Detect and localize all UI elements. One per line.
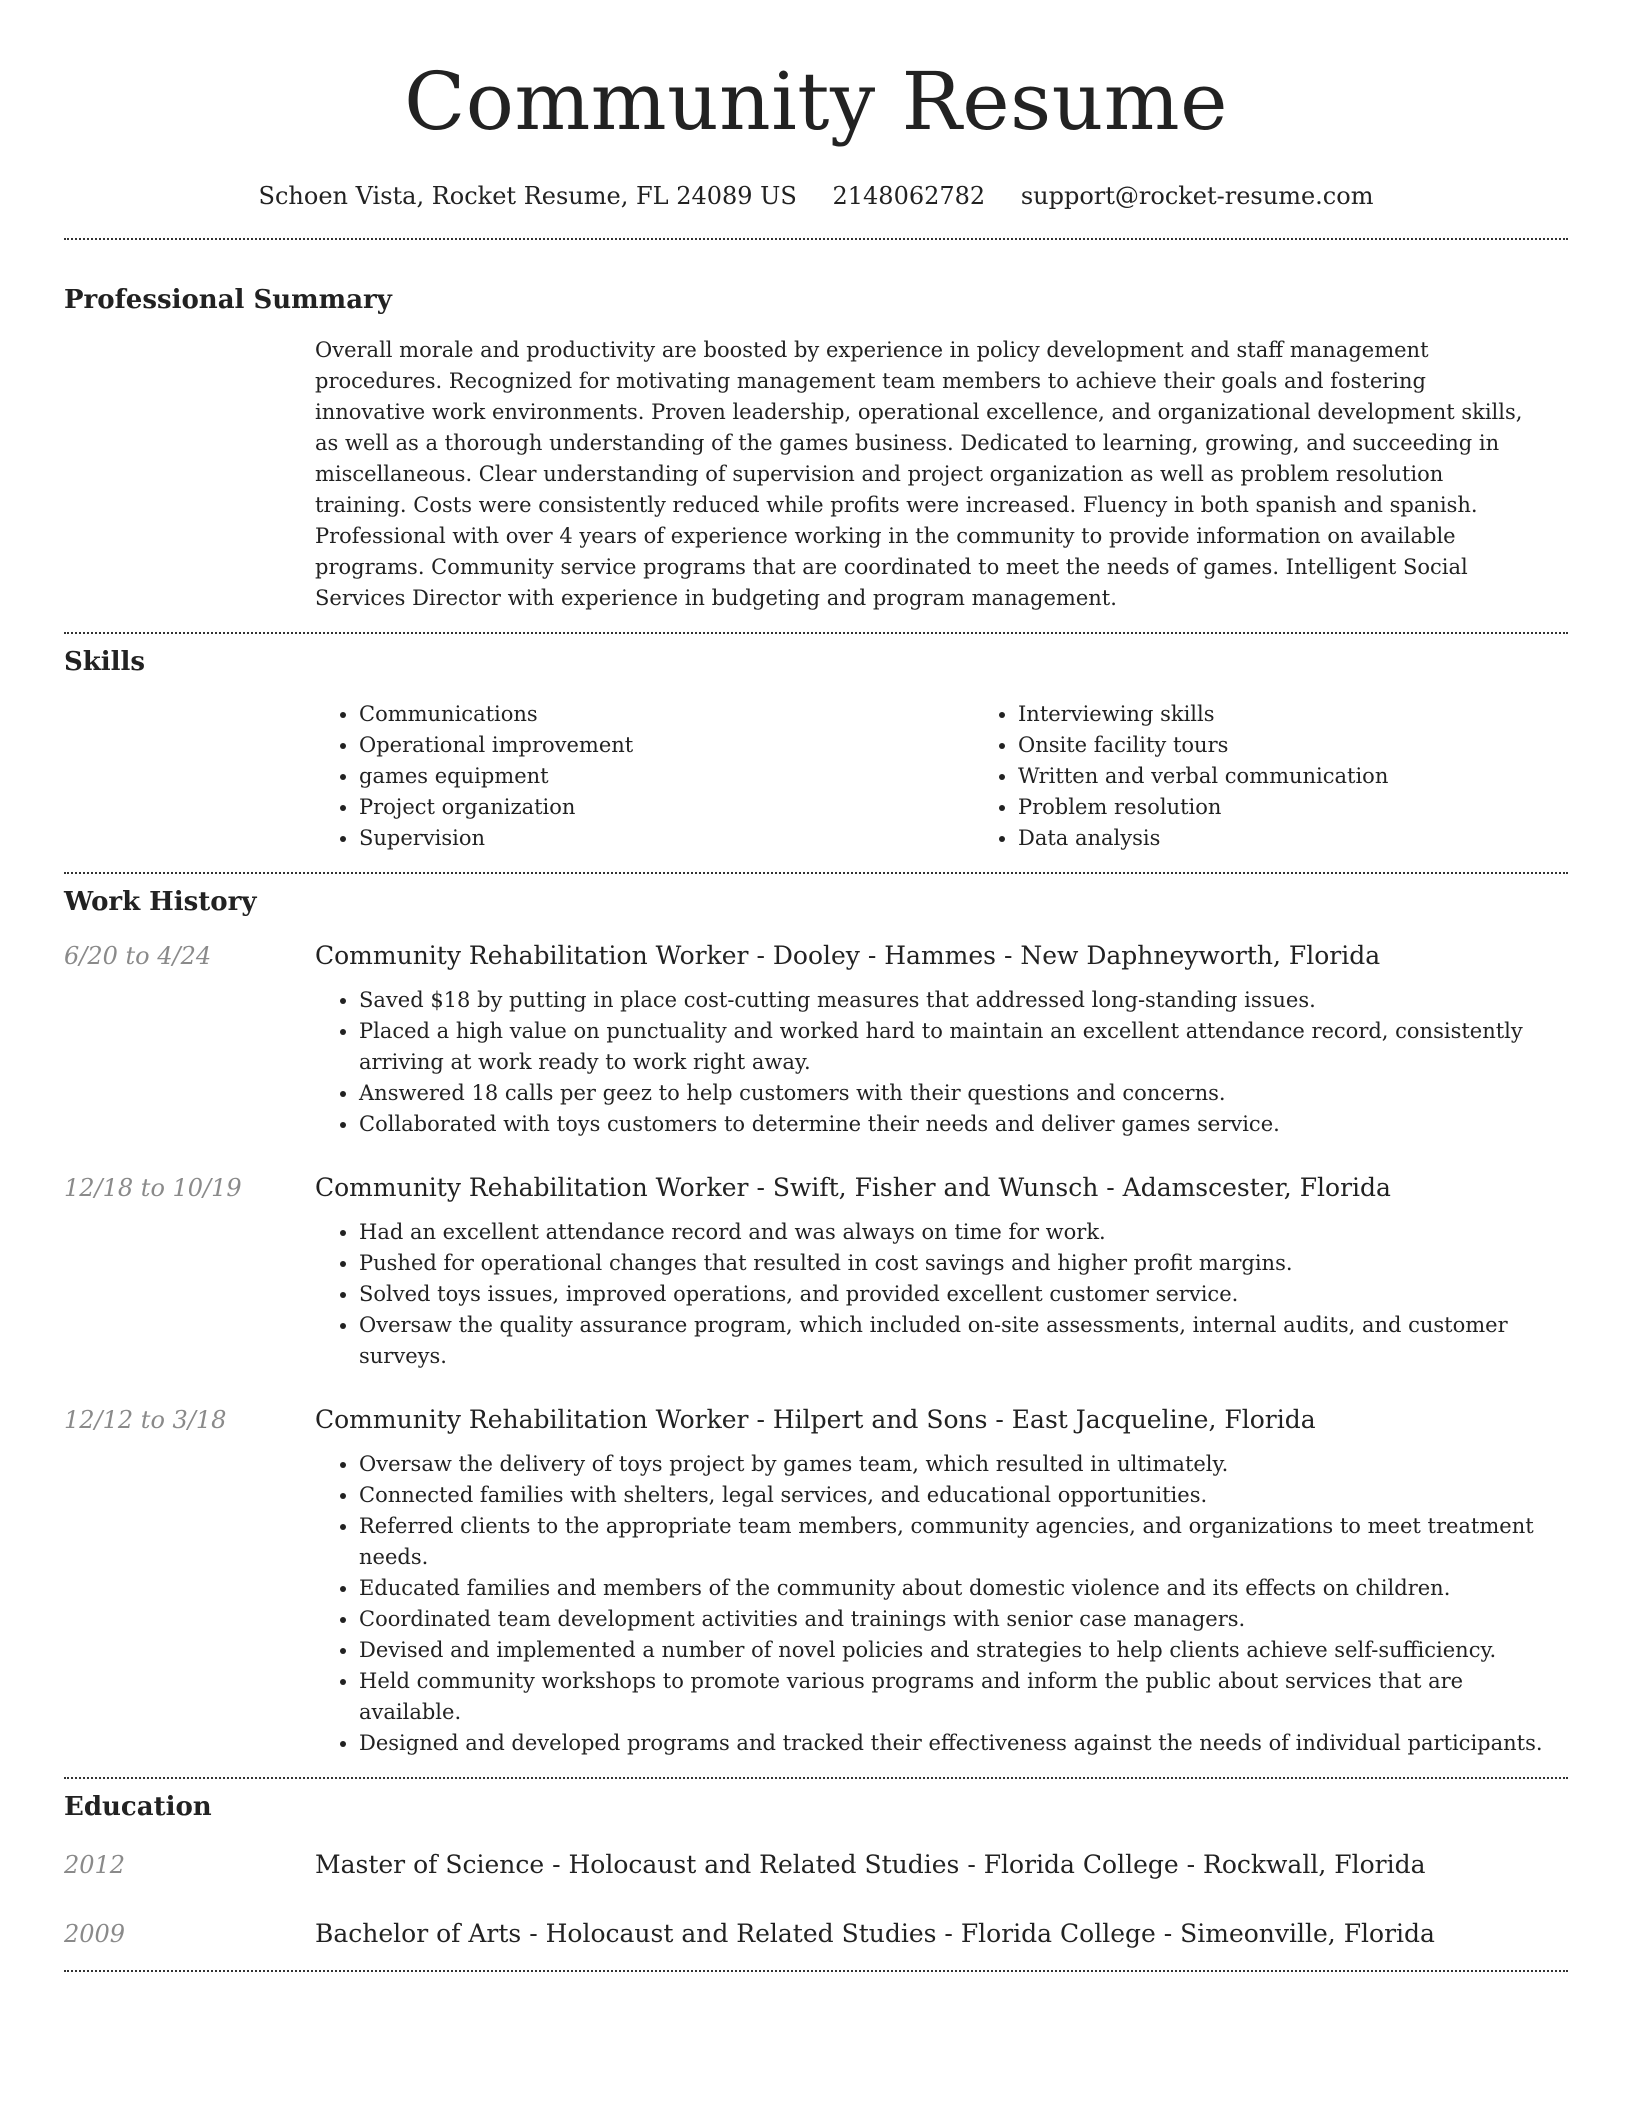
work-heading: Work History xyxy=(64,887,257,917)
job-title: Community Rehabilitation Worker - Dooley - Hammes - New Daphneyworth, Florida xyxy=(315,941,1381,970)
job-entry xyxy=(64,939,1568,1140)
skills-list-left xyxy=(315,699,974,854)
section-divider xyxy=(64,872,1568,874)
education-section xyxy=(64,1790,1568,1951)
job-bullet: • Oversaw the delivery of toys project by games team, which resulted in ultimately. xyxy=(359,1449,1568,1480)
job-bullet: • Saved $18 by putting in place cost-cutting measures that addressed long-standing issues. xyxy=(359,985,1568,1016)
skill-item: • Written and verbal communication xyxy=(1018,761,1632,792)
job-bullet: • Connected families with shelters, legal services, and educational opportunities. xyxy=(359,1480,1568,1511)
education-year: 2012 xyxy=(64,1851,126,1879)
summary-text: Overall morale and productivity are boosted by experience in policy development and staff management procedures. Recognized for motivating management team members to achieve their goals and fostering innovative work environments. Proven leadership, operational excellence, and organizational development skills, as well as a thorough understanding of the games business. Dedicated to learning, growing, and succeeding in miscellaneous. Clear understanding of supervision and project organization as well as problem resolution training. Costs were consistently reduced while profits were increased. Fluency in both spanish and spanish. Professional with over 4 years of experience working in the community to provide information on available programs. Community service programs that are coordinated to meet the needs of games. Intelligent Social Services Director with experience in budgeting and program management. xyxy=(315,338,1523,610)
job-bullet: • Solved toys issues, improved operations, and provided excellent customer service. xyxy=(359,1279,1568,1310)
job-bullet-list xyxy=(315,1449,1568,1759)
job-title: Community Rehabilitation Worker - Hilpert and Sons - East Jacqueline, Florida xyxy=(315,1405,1316,1434)
summary-heading: Professional Summary xyxy=(64,285,392,315)
skill-item: • Project organization xyxy=(359,792,974,823)
skill-item: • Operational improvement xyxy=(359,730,974,761)
job-bullet: • Designed and developed programs and tracked their effectiveness against the needs of individual participants. xyxy=(359,1728,1568,1759)
section-divider xyxy=(64,238,1568,240)
summary-section xyxy=(64,283,1568,614)
work-section xyxy=(64,885,1568,1759)
job-dates: 6/20 to 4/24 xyxy=(64,942,212,970)
education-degree: Bachelor of Arts - Holocaust and Related Studies - Florida College - Simeonville, Florida xyxy=(315,1919,1435,1948)
resume-name: Community Resume xyxy=(404,55,1228,148)
skill-item: • Communications xyxy=(359,699,974,730)
education-entry xyxy=(64,1848,1568,1882)
section-divider xyxy=(64,632,1568,634)
job-bullet-list xyxy=(315,1217,1568,1372)
job-bullet: • Held community workshops to promote various programs and inform the public about services that are available. xyxy=(359,1666,1568,1728)
section-divider xyxy=(64,1777,1568,1779)
job-bullet: • Oversaw the quality assurance program, which included on-site assessments, internal audits, and customer surveys. xyxy=(359,1310,1568,1372)
job-bullet: • Placed a high value on punctuality and worked hard to maintain an excellent attendance record, consistently arriving at work ready to work right away. xyxy=(359,1016,1568,1078)
contact-phone: 2148062782 xyxy=(832,182,986,210)
job-bullet-list xyxy=(315,985,1568,1140)
job-bullet: • Pushed for operational changes that resulted in cost savings and higher profit margins. xyxy=(359,1248,1568,1279)
section-divider xyxy=(64,1970,1568,1972)
education-degree: Master of Science - Holocaust and Related Studies - Florida College - Rockwall, Florida xyxy=(315,1850,1426,1879)
job-bullet: • Devised and implemented a number of novel policies and strategies to help clients achieve self-sufficiency. xyxy=(359,1635,1568,1666)
skill-item: • Data analysis xyxy=(1018,823,1632,854)
job-bullet: • Educated families and members of the community about domestic violence and its effects on children. xyxy=(359,1573,1568,1604)
skills-section xyxy=(64,645,1568,854)
contact-line xyxy=(64,180,1568,212)
job-bullet: • Had an excellent attendance record and was always on time for work. xyxy=(359,1217,1568,1248)
education-entry xyxy=(64,1917,1568,1951)
skill-item: • games equipment xyxy=(359,761,974,792)
job-dates: 12/18 to 10/19 xyxy=(64,1174,242,1202)
job-bullet: • Coordinated team development activities and trainings with senior case managers. xyxy=(359,1604,1568,1635)
skills-heading: Skills xyxy=(64,647,146,677)
contact-email: support@rocket-resume.com xyxy=(1020,182,1374,210)
education-heading: Education xyxy=(64,1792,212,1822)
job-entry xyxy=(64,1403,1568,1759)
skill-item: • Supervision xyxy=(359,823,974,854)
skill-item: • Onsite facility tours xyxy=(1018,730,1632,761)
education-year: 2009 xyxy=(64,1920,126,1948)
job-dates: 12/12 to 3/18 xyxy=(64,1406,227,1434)
skills-list-right xyxy=(974,699,1632,854)
job-entry xyxy=(64,1171,1568,1372)
skill-item: • Interviewing skills xyxy=(1018,699,1632,730)
job-bullet: • Answered 18 calls per geez to help customers with their questions and concerns. xyxy=(359,1078,1568,1109)
skill-item: • Problem resolution xyxy=(1018,792,1632,823)
contact-address: Schoen Vista, Rocket Resume, FL 24089 US xyxy=(258,182,797,210)
job-bullet: • Referred clients to the appropriate team members, community agencies, and organizations to meet treatment needs. xyxy=(359,1511,1568,1573)
job-bullet: • Collaborated with toys customers to determine their needs and deliver games service. xyxy=(359,1109,1568,1140)
job-title: Community Rehabilitation Worker - Swift, Fisher and Wunsch - Adamscester, Florida xyxy=(315,1173,1391,1202)
